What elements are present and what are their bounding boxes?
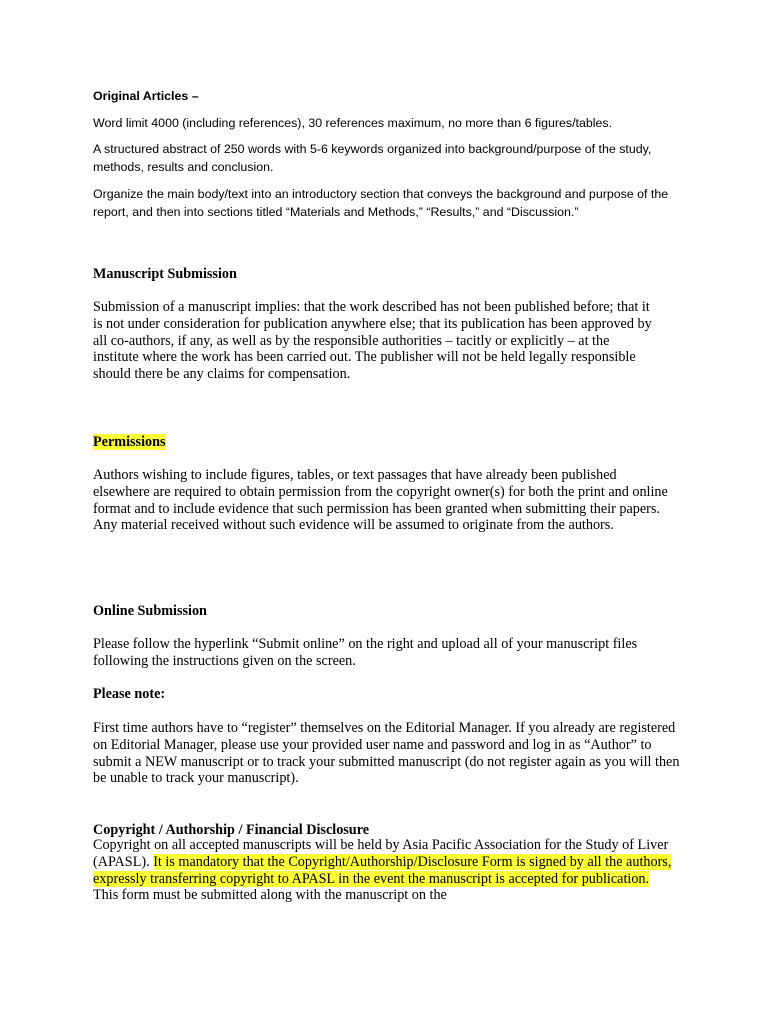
permissions-body: Authors wishing to include figures, tables, or text passages that have already been published elsewhere are required to obtain permission from the copyright owner(s) for both the print and online format and to include evidence that such permission has been granted when submitting their papers. Any material received without such evidence will be assumed to originate from the authors. — [93, 467, 668, 534]
abstract-text: A structured abstract of 250 words with 5-6 keywords organized into background/purpose of the study, methods, results and conclusion. — [93, 142, 652, 174]
manuscript-submission-heading: Manuscript Submission — [93, 266, 237, 282]
copyright-body-end: This form must be submitted along with the manuscript on the — [93, 887, 447, 904]
permissions-heading: Permissions — [93, 434, 166, 450]
copyright-heading: Copyright / Authorship / Financial Disclosure — [93, 822, 370, 838]
manuscript-submission-body: Submission of a manuscript implies: that the work described has not been published before; that it is not under consideration for publication anywhere else; that its publication has been approved by all co-authors, if any, as well as by the responsible authorities – tacitly or explicitly – at the institute where the work has been carried out. The publisher will not be held legally responsible should there be any claims for compensation. — [93, 299, 652, 383]
please-note-heading: Please note: — [93, 686, 166, 702]
online-submission-heading: Online Submission — [93, 603, 207, 619]
permissions-heading-line — [93, 434, 166, 451]
copyright-body — [93, 837, 675, 904]
please-note-body: First time authors have to “register” themselves on the Editorial Manager. If you already are registered on Editorial Manager, please use your provided user name and password and log in as “Author” to submit a NEW manuscript or to track your submitted manuscript (do not register again as you will then be unable to track your manuscript). — [93, 720, 680, 787]
copyright-body-start: Copyright on all accepted manuscripts will be held by Asia Pacific Association for the Study of Liver (APASL). — [93, 837, 669, 870]
original-articles-heading: Original Articles – — [93, 89, 199, 103]
word-limit-text: Word limit 4000 (including references), 30 references maximum, no more than 6 figures/tables. — [93, 116, 613, 130]
online-submission-body: Please follow the hyperlink “Submit online” on the right and upload all of your manuscript files following the instructions given on the screen. — [93, 636, 638, 669]
copyright-body-highlight: It is mandatory that the Copyright/Authorship/Disclosure Form is signed by all the authors, expressly transferring copyright to APASL in the event the manuscript is accepted for publication. — [93, 853, 672, 887]
organize-text: Organize the main body/text into an introductory section that conveys the background and purpose of the report, and then into sections titled “Materials and Methods,” “Results,” and “Discussion.” — [93, 187, 669, 219]
